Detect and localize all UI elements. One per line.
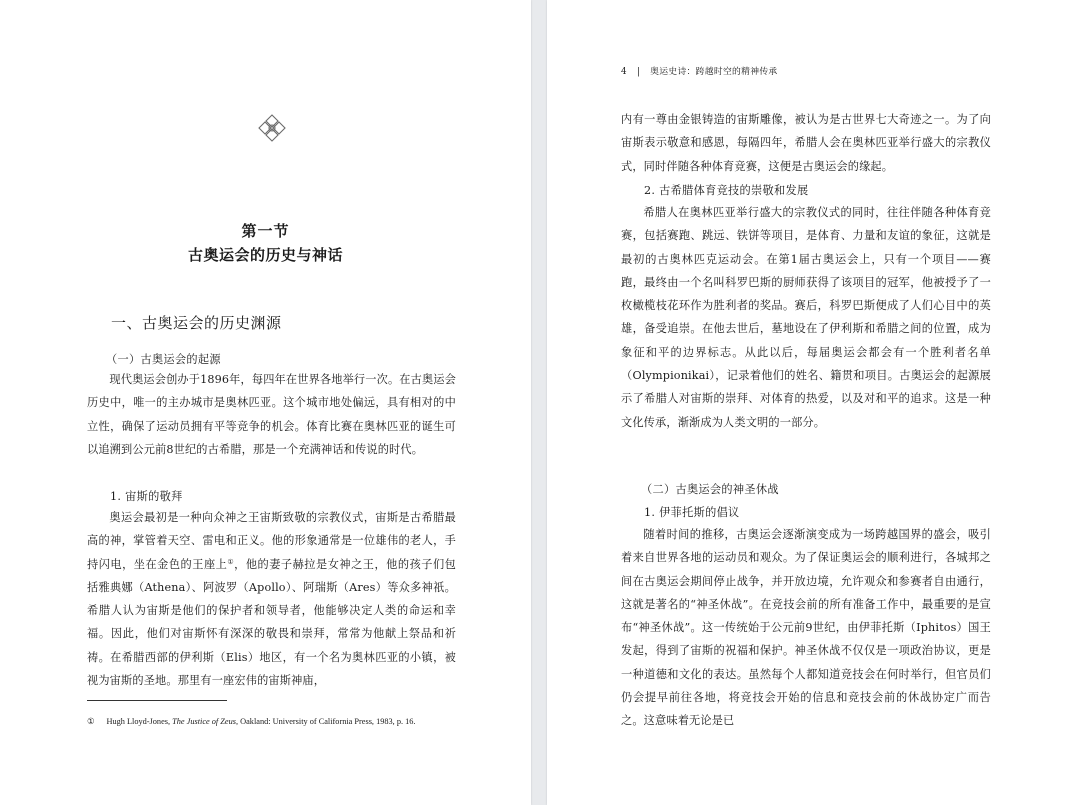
page-number: 4 [621,67,627,77]
footnote-reference[interactable]: ① [227,557,235,566]
section-heading: 一、古奥运会的历史渊源 [111,314,282,332]
paragraph-sacred-truce: 随着时间的推移，古奥运会逐渐演变成为一场跨越国界的盛会，吸引着来自世界各地的运动员和观众。为了保证奥运会的顺利进行，各城邦之间在古奥运会期间停止战争，并开放边境，允许观众和参赛者自由通行，这就是著名的“神圣休战”。在竞技会前的所有准备工作中，最重要的是宣布“神圣休战”。这一传统始于公元前9世纪，由伊菲托斯（Iphitos）国王发起，得到了宙斯的祝福和保护。神圣休战不仅仅是一项政治协议，更是一种道德和文化的表达。虽然每个人都知道竞技会在何时举行，但官员们仍会提早前往各地，将竞技会开始的信息和竞技会前的休战协定广而告之。这意味着无论是已 [621,528,991,728]
footnote-author: Hugh Lloyd-Jones, [106,717,173,726]
chapter-number: 第一节 [241,222,290,240]
item-heading-iphitos: 1. 伊菲托斯的倡议 [644,506,740,519]
subsection-heading-sacred-truce: （二）古奥运会的神圣休战 [641,483,779,496]
running-header [621,64,778,77]
footnote-publication: , Oakland: University of California Press, 1983, p. 16. [235,717,416,726]
footnote-mark: ① [87,717,95,726]
ornament-icon [256,113,288,143]
paragraph-zeus-statue: 内有一尊由金银铸造的宙斯雕像，被认为是古世界七大奇迹之一。为了向宙斯表示敬意和感恩，每隔四年，希腊人会在奥林匹亚举行盛大的宗教仪式，同时伴随各种体育竞赛，这便是古奥运会的缘起。 [621,113,991,173]
chapter-title: 古奥运会的历史与神话 [187,246,343,264]
running-title: 奥运史诗：跨越时空的精神传承 [650,67,778,77]
paragraph-modern-olympics: 现代奥运会创办于1896年，每四年在世界各地举行一次。在古奥运会历史中，唯一的主办城市是奥林匹亚。这个城市地处偏远，具有相对的中立性，确保了运动员拥有平等竞争的机会。体育比赛在奥林匹亚的诞生可以追溯到公元前8世纪的古希腊，那是一个充满神话和传说的时代。 [87,373,456,456]
left-page [0,0,531,805]
paragraph-first-olympics: 希腊人在奥林匹亚举行盛大的宗教仪式的同时，往往伴随各种体育竞赛，包括赛跑、跳远、铁饼等项目，是体育、力量和友谊的象征，这就是最初的古奥林匹克运动会。在第1届古奥运会上，只有一个项目——赛跑，最终由一个名叫科罗巴斯的厨师获得了该项目的冠军，他被授予了一枚橄榄枝花环作为胜利者的奖品。赛后，科罗巴斯便成了人们心目中的英雄，备受追崇。在他去世后，墓地设在了伊利斯和希腊之间的位置，成为象征和平的边界标志。从此以后，每届奥运会都会有一个胜利者名单（Olympionikai），记录着他们的姓名、籍贯和项目。古奥运会的起源展示了希腊人对宙斯的崇拜、对体育的热爱，以及对和平的追求。这是一种文化传承，渐渐成为人类文明的一部分。 [621,206,991,429]
item-heading-sports-development: 2. 古希腊体育竞技的崇敬和发展 [644,184,809,197]
item-heading-zeus-worship: 1. 宙斯的敬拜 [110,490,183,503]
footnote [87,716,416,726]
subsection-heading-origin: （一）古奥运会的起源 [106,353,221,366]
paragraph-zeus [87,506,456,692]
footnote-book-title: The Justice of Zeus [172,717,236,726]
paragraph-zeus-part1: 奥运会最初是一种向众神之王宙斯致敬的宗教仪式，宙斯是古希腊最高的神，掌管着天空、雷电和正义。他的形象通常是一位雄伟的老人，手持闪电，坐在金色的王座上 [87,511,456,571]
paragraph-zeus-part2: ，他的妻子赫拉是女神之王，他的孩子们包括雅典娜（Athena）、阿波罗（Apollo）、阿瑞斯（Ares）等众多神祇。希腊人认为宙斯是他们的保护者和领导者，他能够决定人类的命运和幸福。因此，他们对宙斯怀有深深的敬畏和崇拜，常常为他献上祭品和祈祷。在希腊西部的伊利斯（Elis）地区，有一个名为奥林匹亚的小镇，被视为宙斯的圣地。那里有一座宏伟的宙斯神庙， [87,557,456,688]
footnote-divider [87,700,227,701]
header-separator: | [636,67,641,77]
